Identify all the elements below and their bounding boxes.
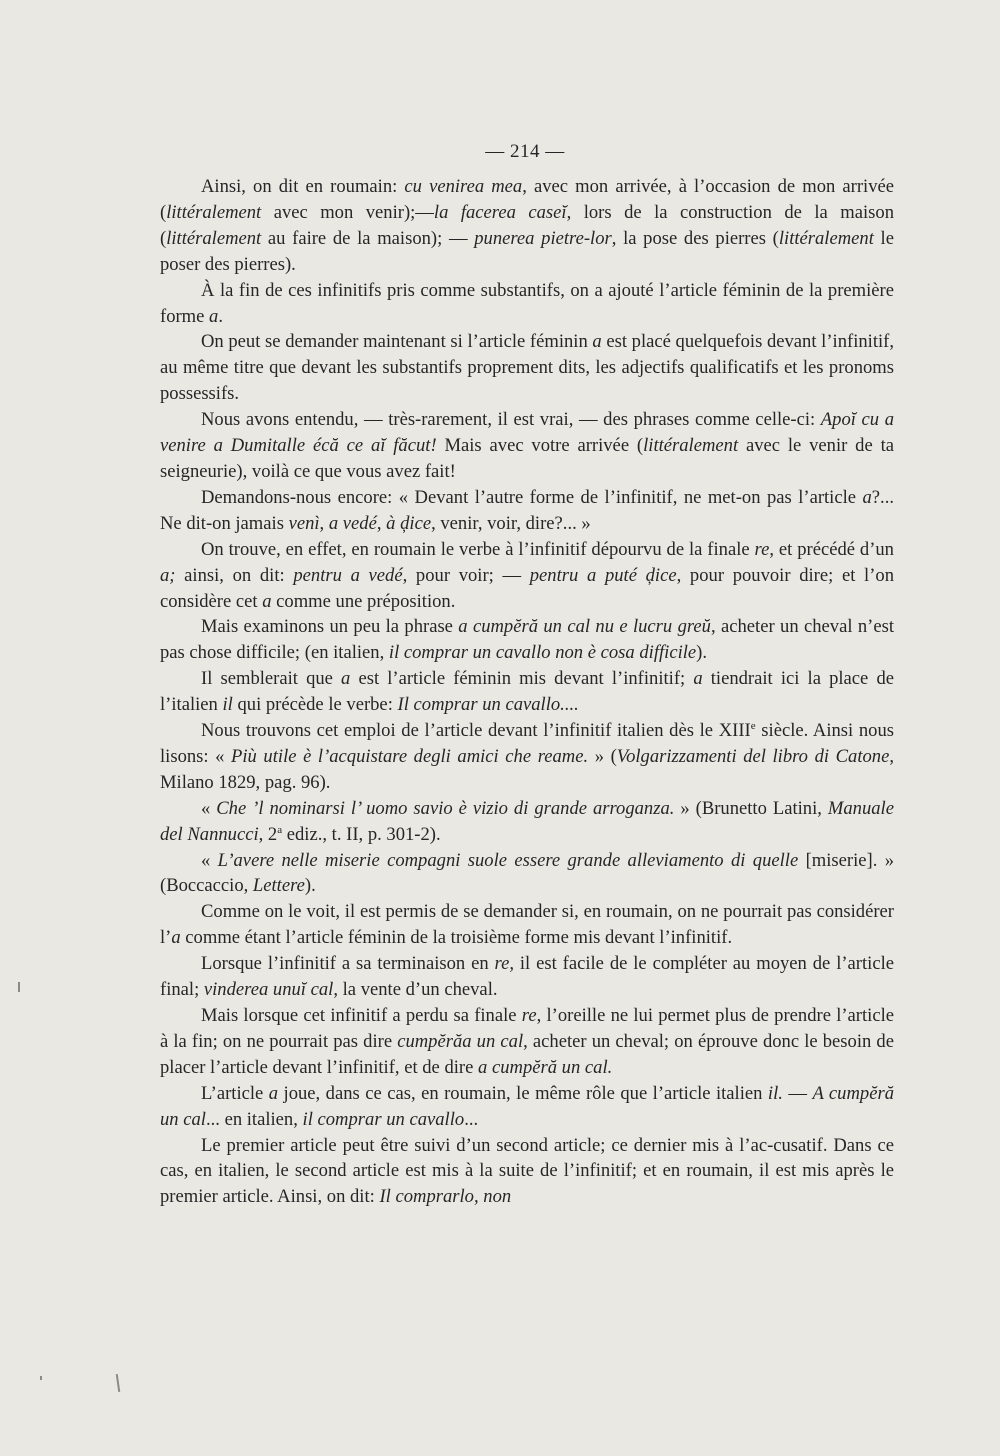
text-run: , acheter un cheval; on éprouve donc le besoin de placer l’article devant l’infinitif, et de dire: [160, 1030, 894, 1078]
italic-text: a: [592, 331, 602, 353]
paragraph: [160, 796, 894, 848]
text-run: L’article: [201, 1082, 269, 1104]
italic-text: a;: [160, 564, 176, 586]
paragraph: [160, 1133, 894, 1211]
text-run: ediz., t. II, p. 301-2).: [282, 823, 441, 845]
text-run: , pour pouvoir dire; et l’on considère cet: [160, 564, 894, 612]
italic-text: pentru a puté ḑice: [529, 564, 677, 586]
italic-text: Manuale del Nannucci: [160, 797, 894, 845]
margin-mark: [116, 1374, 120, 1392]
text-run: Nous avons entendu, — très-rarement, il est vrai, — des phrases comme celle-ci:: [201, 409, 821, 431]
text-run: Nous trouvons cet emploi de l’article devant l’infinitif italien dès le XIII: [201, 720, 751, 742]
italic-text: re: [521, 1005, 537, 1026]
paragraph: [160, 951, 894, 1003]
paragraph: [160, 848, 894, 900]
italic-text: a: [341, 668, 351, 690]
paragraph: [160, 666, 894, 718]
italic-text: cumpĕrăa un cal: [397, 1030, 524, 1052]
text-run: Demandons-nous encore: « Devant l’autre forme de l’infinitif, ne met-on pas l’article: [201, 486, 863, 508]
text-run: Le premier article peut être suivi d’un second article; ce dernier mis à l’ac-cusatif. Dans ce cas, en italien, le second article est mis à la suite de l’infinitif; et en roumain, il est mis après le premier article. Ainsi, on dit:: [160, 1134, 894, 1208]
italic-text: a: [693, 668, 703, 690]
text-run: —: [782, 1082, 813, 1104]
paragraph: [160, 1081, 894, 1133]
italic-text: a cumpĕră un cal.: [478, 1056, 613, 1078]
italic-text: littéralement: [643, 435, 739, 457]
text-run: «: [201, 849, 218, 871]
italic-text: venì: [288, 512, 320, 534]
paragraph: [160, 537, 894, 615]
italic-text: a: [862, 486, 872, 508]
italic-text: il: [222, 694, 233, 716]
text-run: Mais lorsque cet infinitif a perdu sa finale: [201, 1005, 522, 1026]
text-run: Mais examinons un peu la phrase: [201, 616, 459, 638]
text-run: qui précède le verbe:: [232, 694, 398, 716]
text-run: , l’oreille ne lui permet plus de prendre l’article à la fin; on ne pourrait pas dire: [160, 1005, 894, 1052]
text-run: On peut se demander maintenant si l’article féminin: [201, 331, 593, 353]
italic-text: Lettere: [252, 875, 305, 897]
page-number: — 214 —: [485, 141, 565, 162]
italic-text: Più utile è l’acquistare degli amici che reame.: [231, 745, 589, 767]
italic-text: a cumpĕră un cal nu e lucru greŭ: [458, 616, 711, 638]
text-run: , lors de la construction de la maison (: [160, 201, 894, 249]
text-run: , 2: [258, 823, 278, 845]
margin-mark: [18, 982, 20, 992]
italic-text: re,: [494, 953, 514, 975]
italic-text: Volgarizzamenti del libro di Catone: [616, 745, 890, 767]
text-run: , la vente d’un cheval.: [333, 979, 498, 1001]
italic-text: re: [754, 538, 770, 560]
text-run: » (Brunetto Latini,: [674, 797, 828, 819]
text-run: Mais avec votre arrivée (: [436, 435, 644, 457]
text-run: , la pose des pierres (: [611, 227, 779, 249]
paragraph: [160, 174, 894, 278]
text-run: , avec mon arrivée, à l’occasion de mon arrivée (: [160, 176, 895, 223]
italic-text: littéralement: [778, 227, 874, 249]
text-run: Ainsi, on dit en roumain:: [201, 176, 405, 197]
text-run: , pour voir; —: [402, 564, 530, 586]
italic-text: il comprar un cavallo: [302, 1108, 465, 1130]
text-run: ,: [376, 512, 387, 534]
text-run: siècle. Ainsi nous lisons: «: [160, 720, 894, 767]
text-run: avec le venir de ta seigneurie), voilà ce que vous avez fait!: [160, 435, 894, 482]
italic-text: pentru a vedé: [293, 564, 403, 586]
italic-text: vinderea unuĭ cal: [203, 979, 334, 1001]
text-run: [miserie]. » (Boccaccio,: [160, 849, 894, 897]
text-run: au faire de la maison); —: [261, 227, 475, 249]
text-run: avec mon venir);—: [261, 201, 434, 223]
paragraph: [160, 407, 894, 485]
text-run: «: [201, 797, 217, 819]
text-run: ...: [464, 1108, 479, 1130]
text-run: Il semblerait que: [201, 668, 342, 690]
text-run: le poser des pierres).: [160, 227, 894, 275]
text-run: ,: [319, 512, 329, 534]
text-run: ainsi, on dit:: [175, 564, 294, 586]
text-run: ).: [696, 642, 708, 664]
paragraph: [160, 329, 894, 407]
text-run: ?... Ne dit-on jamais: [160, 486, 894, 534]
paragraph: [160, 718, 894, 796]
text-run: ... en italien,: [205, 1108, 303, 1130]
italic-text: punerea pietre-lor: [474, 227, 612, 249]
text-run: ).: [304, 875, 316, 897]
italic-text: L’avere nelle miserie compagni suole essere grande alleviamento di quelle: [217, 849, 799, 871]
text-run: , et précédé d’un: [769, 538, 894, 560]
paragraph: [160, 485, 894, 537]
text-run: .: [218, 305, 223, 327]
italic-text: à ḑice: [386, 512, 432, 534]
italic-text: Il comprarlo, non: [379, 1186, 512, 1208]
text-run: » (: [588, 745, 617, 767]
text-run: , Milano 1829, pag. 96).: [160, 745, 894, 793]
text-run: tiendrait ici la place de l’italien: [160, 668, 894, 716]
italic-text: la facerea caseĭ: [433, 201, 567, 223]
text-run: est l’article féminin mis devant l’infinitif;: [350, 668, 694, 690]
text-run: joue, dans ce cas, en roumain, le même rôle que l’article italien: [278, 1082, 768, 1104]
text-run: est placé quelquefois devant l’infinitif, au même titre que devant les substantifs proprement dits, les adjectifs qualificatifs et les pronoms possessifs.: [160, 331, 894, 405]
italic-text: cu venirea mea: [404, 176, 523, 197]
italic-text: littéralement: [166, 227, 262, 249]
text-run: comme une préposition.: [271, 590, 456, 612]
italic-text: a: [209, 305, 219, 327]
paragraph: [160, 278, 894, 330]
text-run: e: [750, 719, 756, 732]
paragraph: [160, 899, 894, 951]
paragraph: [160, 614, 894, 666]
text-run: , venir, voir, dire?... »: [431, 512, 591, 534]
text-run: , acheter un cheval n’est pas chose difficile; (en italien,: [160, 616, 894, 664]
italic-text: A cumpĕră un cal: [160, 1082, 894, 1130]
italic-text: Il comprar un cavallo....: [397, 694, 579, 716]
italic-text: il.: [767, 1082, 783, 1104]
margin-mark: [40, 1376, 42, 1380]
text-run: il est facile de le compléter au moyen de l’article final;: [160, 953, 894, 1001]
italic-text: a vedé: [328, 512, 377, 534]
italic-text: il comprar un cavallo non è cosa difficile: [388, 642, 697, 664]
italic-text: a: [268, 1082, 279, 1104]
paragraph: [160, 1003, 894, 1081]
italic-text: a: [171, 927, 181, 949]
text-run: On trouve, en effet, en roumain le verbe à l’infinitif dépourvu de la finale: [201, 538, 755, 560]
italic-text: Apoĭ cu a venire a Dumitalle écă ce aĭ făcut!: [160, 409, 894, 457]
text-run: Lorsque l’infinitif a sa terminaison en: [201, 953, 495, 975]
text-run: À la fin de ces infinitifs pris comme substantifs, on a ajouté l’article féminin de la première forme: [160, 279, 894, 327]
italic-text: Che ’l nominarsi l’ uomo savio è vizio di grande arroganza.: [216, 797, 675, 819]
italic-text: littéralement: [166, 201, 262, 223]
text-run: Comme on le voit, il est permis de se demander si, en roumain, on ne pourrait pas considérer l’: [160, 901, 894, 949]
text-run: a: [277, 823, 283, 836]
text-run: comme étant l’article féminin de la troisième forme mis devant l’infinitif.: [180, 927, 733, 949]
italic-text: a: [262, 590, 272, 612]
body-text: [160, 174, 894, 1210]
